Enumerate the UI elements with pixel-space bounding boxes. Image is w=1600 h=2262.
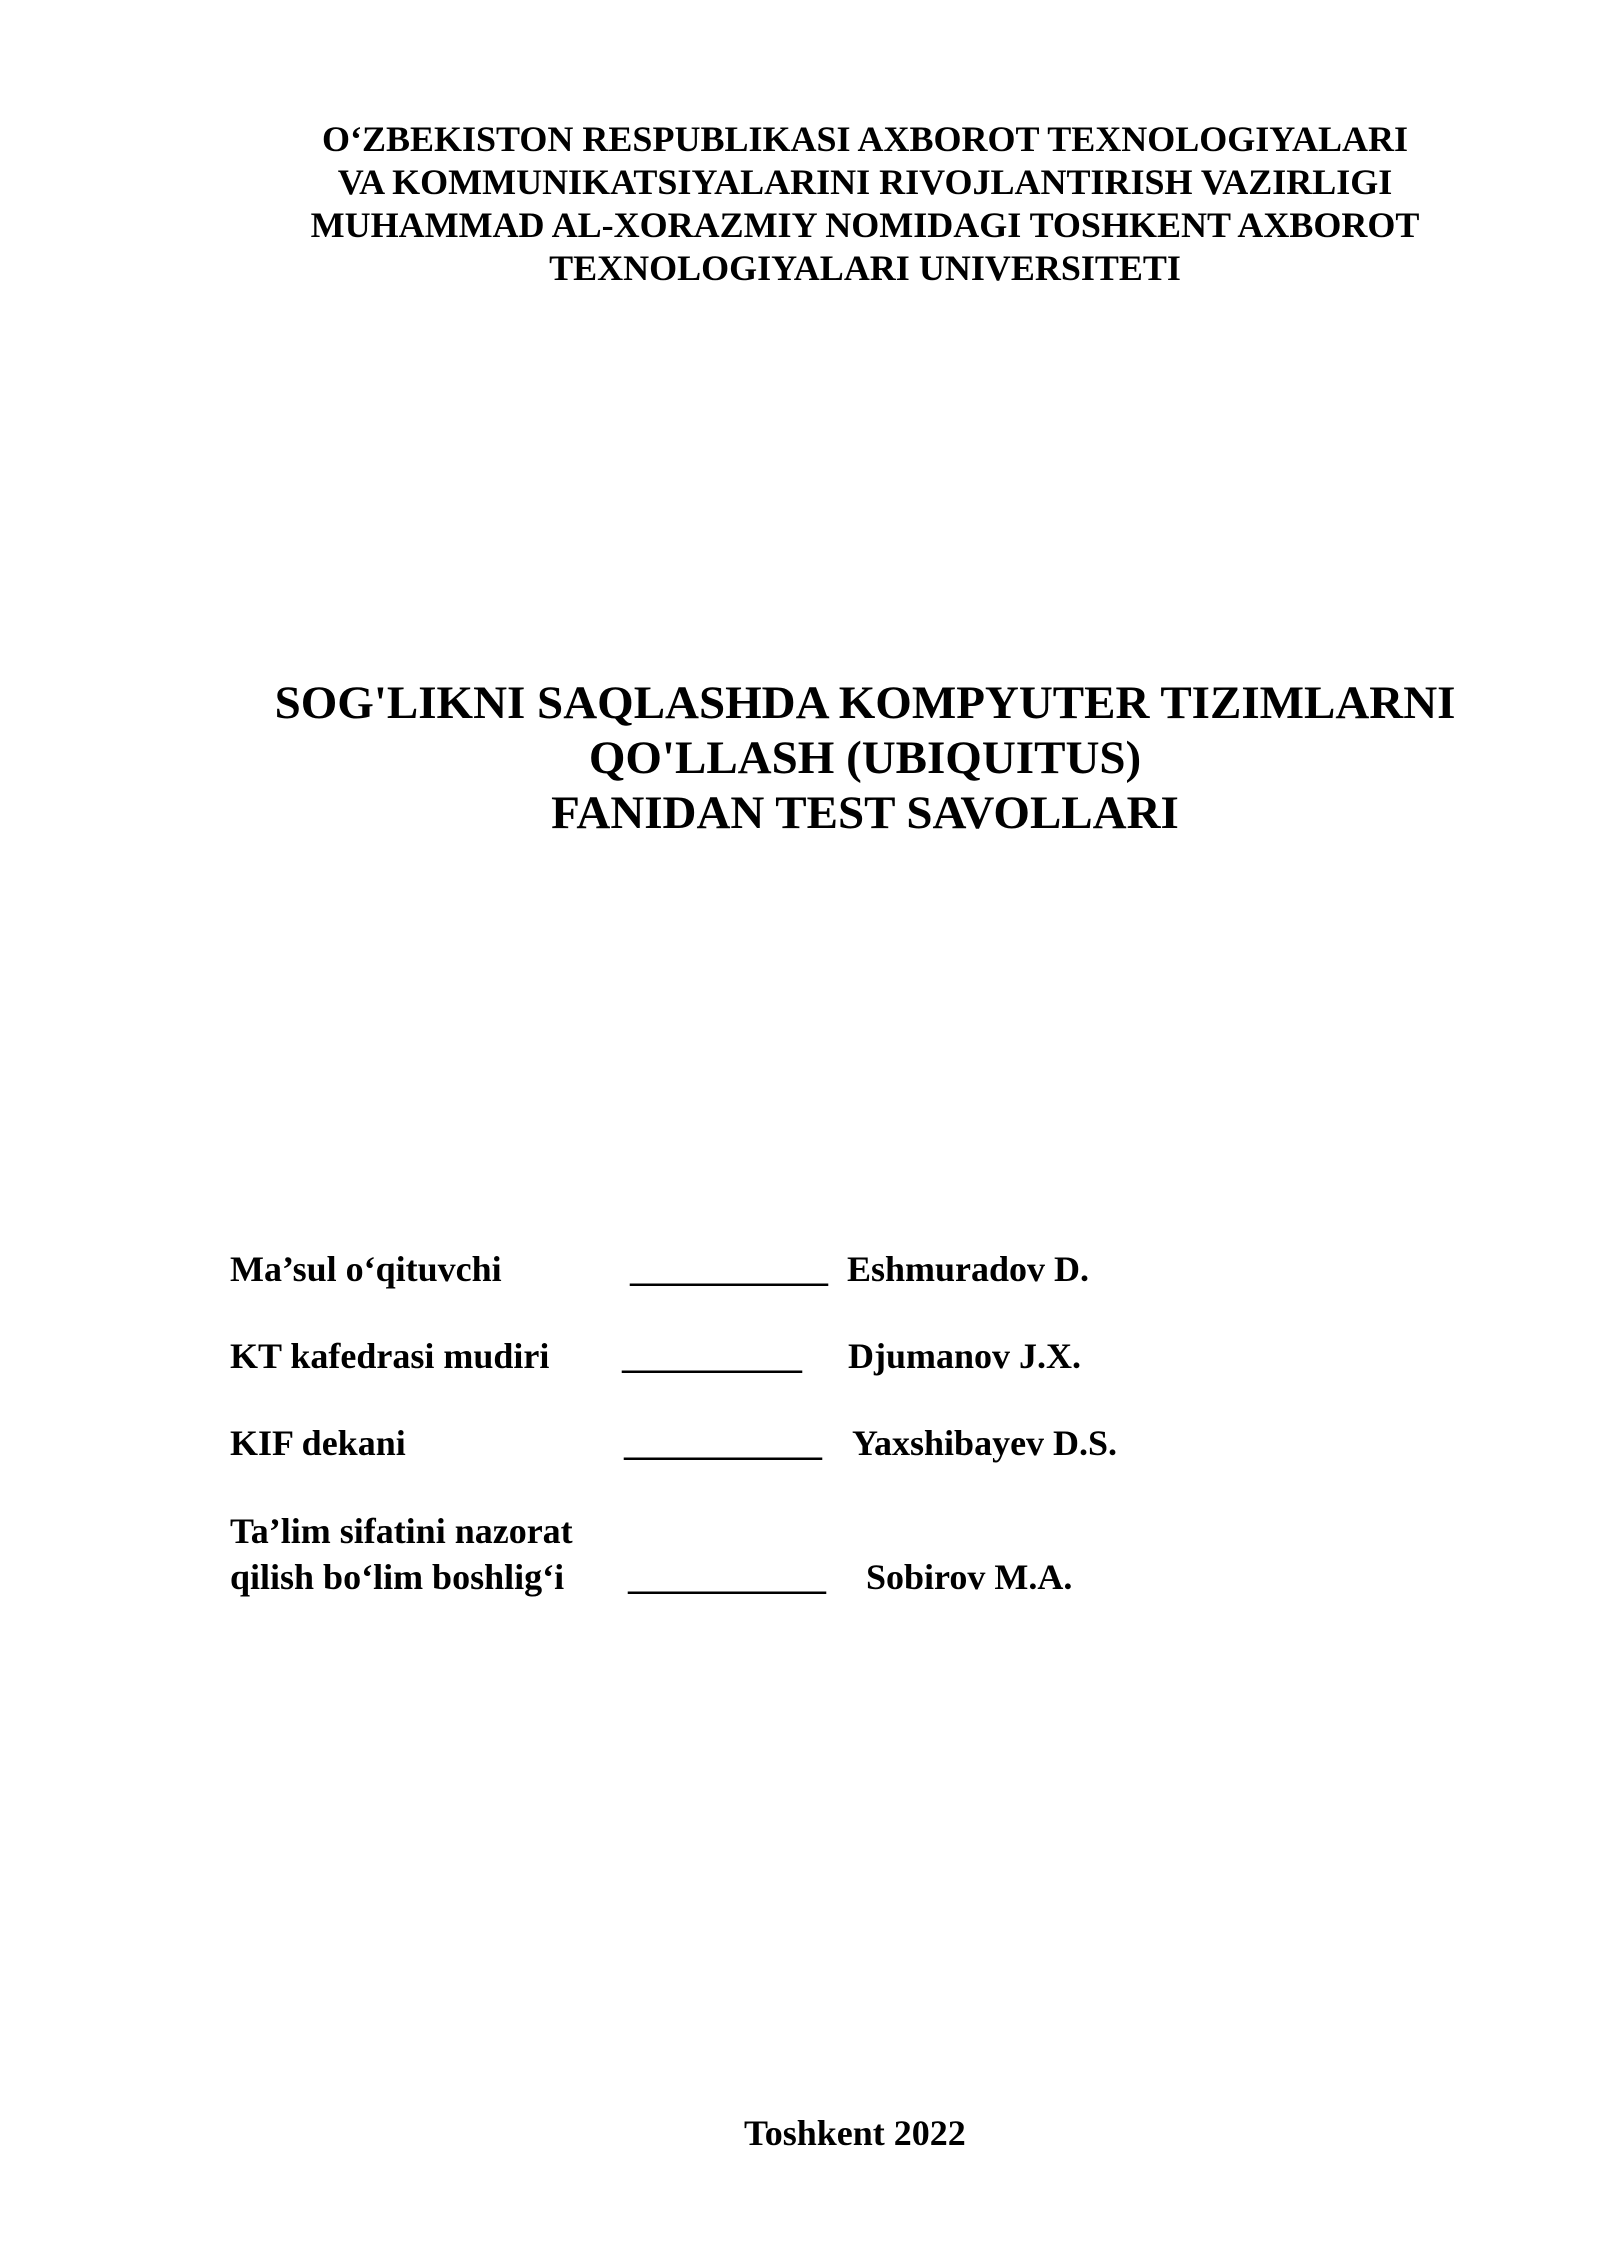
signature-name: Sobirov M.A. (866, 1557, 1073, 1597)
signature-line: ___________ (630, 1249, 828, 1289)
signature-role-line-2: qilish bo‘lim boshlig‘i (230, 1557, 565, 1597)
document-title (230, 676, 1500, 841)
signature-line: __________ (622, 1336, 802, 1376)
signature-role: KIF dekani (230, 1423, 406, 1463)
institution-header (230, 118, 1500, 290)
signature-name: Djumanov J.X. (848, 1336, 1082, 1376)
header-line-2: VA KOMMUNIKATSIYALARINI RIVOJLANTIRISH VAZIRLIGI (337, 162, 1393, 202)
signature-name: Yaxshibayev D.S. (852, 1423, 1118, 1463)
place-year: Toshkent 2022 (744, 2113, 966, 2153)
header-line-1: O‘ZBEKISTON RESPUBLIKASI AXBOROT TEXNOLOGIYALARI (322, 119, 1408, 159)
signature-line: ___________ (624, 1423, 822, 1463)
header-line-3: MUHAMMAD AL-XORAZMIY NOMIDAGI TOSHKENT AXBOROT (310, 205, 1420, 245)
header-line-4: TEXNOLOGIYALARI UNIVERSITETI (549, 248, 1181, 288)
signature-role-line-1: Ta’lim sifatini nazorat (230, 1511, 573, 1551)
signature-row-teacher (230, 1248, 1230, 1292)
signature-row-dean (230, 1422, 1230, 1466)
signature-line: ___________ (628, 1557, 826, 1597)
signature-role: Ma’sul o‘qituvchi (230, 1249, 502, 1289)
signature-role: KT kafedrasi mudiri (230, 1336, 550, 1376)
signature-row-department-head (230, 1335, 1230, 1379)
title-line-2: QO'LLASH (UBIQUITUS) (588, 732, 1142, 784)
signature-row-quality-control-head (230, 1510, 1230, 1600)
title-line-1: SOG'LIKNI SAQLASHDA KOMPYUTER TIZIMLARNI (274, 677, 1456, 729)
title-line-3: FANIDAN TEST SAVOLLARI (551, 787, 1179, 839)
signature-name: Eshmuradov D. (847, 1249, 1090, 1289)
